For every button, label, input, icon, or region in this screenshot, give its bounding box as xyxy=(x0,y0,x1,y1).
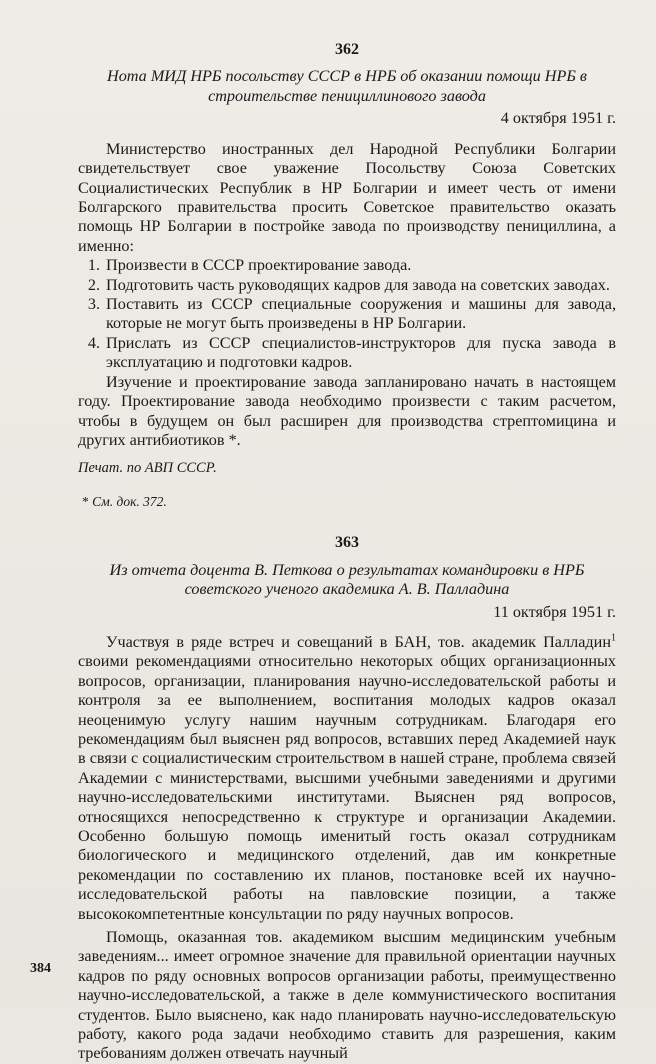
list-item-text: Прислать из СССР специалистов-инструкторов для пуска завода в эксплуатацию и подготовки кадров. xyxy=(106,333,616,372)
document-number: 363 xyxy=(335,534,359,552)
document-362 xyxy=(78,40,616,511)
list-item-number: 4. xyxy=(87,333,100,352)
list-item-number: 1. xyxy=(87,256,100,275)
list-item-text: Поставить из СССР специальные сооружения и машины для завода, которые не могут быть произведены в НР Болгарии. xyxy=(106,295,616,333)
footnote-text: См. док. 372. xyxy=(92,493,167,509)
footnote-reference: 1 xyxy=(611,632,616,644)
list-item xyxy=(78,334,616,373)
paragraph-text: Участвуя в ряде встреч и совещаний в БАН, тов. академик Палладин xyxy=(106,632,611,651)
document-number: 362 xyxy=(335,41,359,58)
intro-paragraph: Министерство иностранных дел Народной Республики Болгарии свидетельствует свое уважение Посольству Союза Советских Социалистических Республик в НР Болгарии и имеет честь от имени Болгарского правительства просить Советское правительство оказать помощь НР Болгарии в постройке завода по производству пенициллина, а именно: xyxy=(78,139,616,255)
list-item-text: Произвести в СССР проектирование завода. xyxy=(106,256,412,275)
request-list xyxy=(78,256,616,372)
footnote-marker: * xyxy=(82,493,89,509)
document-date: 11 октября 1951 г. xyxy=(493,602,616,621)
page-number: 384 xyxy=(30,960,51,976)
document-363 xyxy=(78,533,616,1064)
list-item xyxy=(78,276,616,295)
list-item-text: Подготовить часть руководящих кадров для завода на советских заводах. xyxy=(106,275,610,294)
footnote xyxy=(78,492,616,511)
document-date: 4 октября 1951 г. xyxy=(500,109,616,128)
list-item xyxy=(78,256,616,275)
document-title: Из отчета доцента В. Петкова о результатах командировки в НРБ советского ученого академика А. В. Палладина xyxy=(109,560,585,599)
document-title: Нота МИД НРБ посольству СССР в НРБ об оказании помощи НРБ в строительстве пенициллинового завода xyxy=(107,67,587,105)
source-note: Печат. по АВП СССР. xyxy=(78,460,217,477)
list-item xyxy=(78,295,616,334)
body-paragraph: Помощь, оказанная тов. академиком высшим медицинским учебным заведениям... имеет огромное значение для правильной ориентации научных кадров по ряду основных вопросов организации работы, преимущественно научно-исследовательской, а также в деле коммунистического воспитания студентов. Было выяснено, как надо планировать научно-исследовательскую работу, какого рода задачи необходимо ставить для разрешения, каким требованиям должен отвечать научный xyxy=(78,928,616,1063)
list-item-number: 2. xyxy=(87,275,100,294)
paragraph-text: своими рекомендациями относительно некоторых общих организационных вопросов, организации, планирования научно-исследовательской работы и контроля за ее выполнением, воспитания молодых кадров оказал неоценимую услугу нашим научным сотрудникам. Благодаря его рекомендациям был выяснен ряд вопросов, вставших перед Академией наук в связи с социалистическим строительством в нашей стране, проблема связей Академии с министерствами, высшими учебными заведениями и другими научно-исследовательскими институтами. Выяснен ряд вопросов, относящихся непосредственно к структуре и организации Академии. Особенно большую помощь именитый гость оказал сотрудникам биологического и медицинского отделений, дав им конкретные рекомендации по составлению их планов, постановке всей их научно-исследовательской работы на павловские позиции, а также высококомпетентные консультации по ряду научных вопросов. xyxy=(78,652,616,923)
list-item-number: 3. xyxy=(87,295,100,314)
body-paragraph xyxy=(78,633,616,924)
closing-paragraph: Изучение и проектирование завода запланировано начать в настоящем году. Проектирование завода необходимо произвести с таким расчетом, чтобы в будущем он был расширен для производства стрептомицина и других антибиотиков *. xyxy=(78,372,616,449)
